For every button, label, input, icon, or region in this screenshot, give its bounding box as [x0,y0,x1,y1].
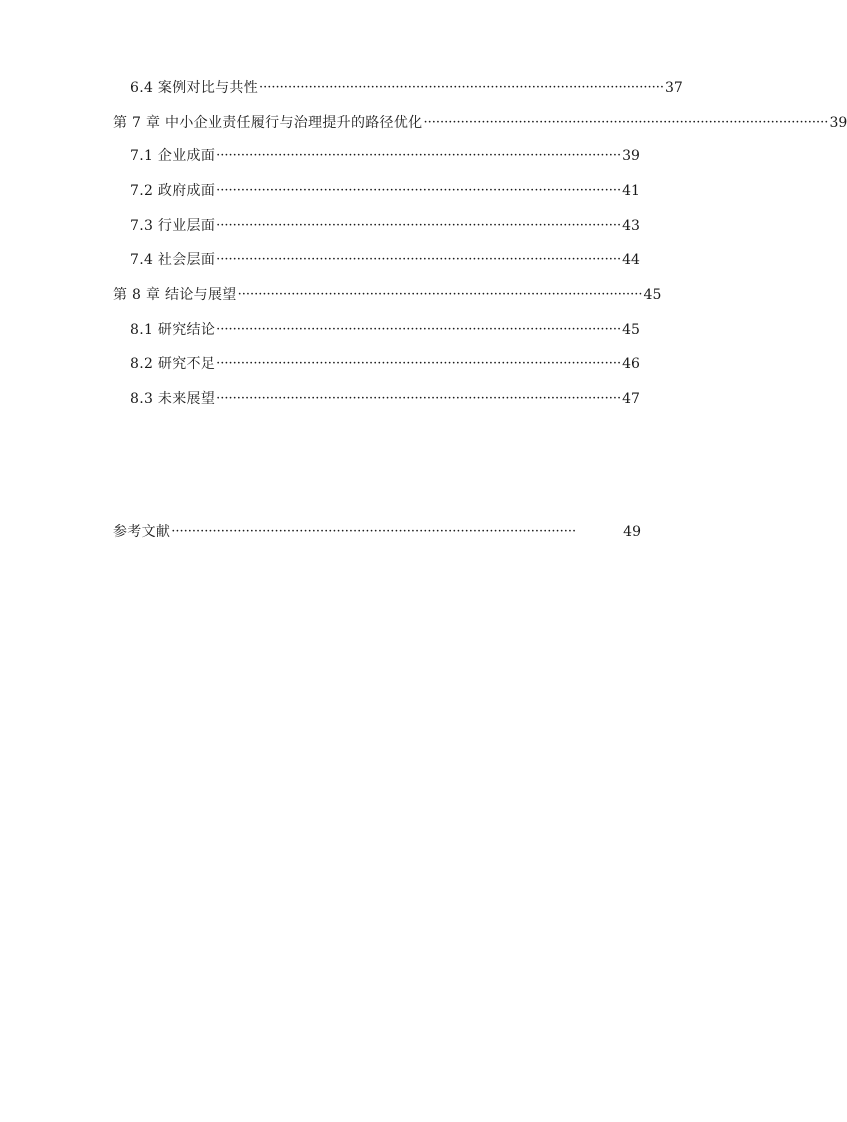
toc-entry-page-number: 45 [643,287,662,303]
dot-leader: ·································································································· [216,391,622,406]
dot-leader: ·································································································· [216,183,622,198]
dot-leader: ·································································································· [423,115,829,130]
dot-leader: ·································································································· [216,148,622,163]
toc-entry-page-number: 37 [664,80,683,96]
dot-leader: ·································································································· [171,524,577,539]
dot-leader: ·································································································· [237,287,643,302]
toc-entry-8-1[interactable] [130,320,640,340]
toc-entry-label: 7.4 社会层面 [130,252,216,268]
dot-leader: ·································································································· [216,356,622,371]
toc-entry-chapter-7[interactable] [113,113,847,133]
toc-entry-label: 8.2 研究不足 [130,356,216,372]
toc-entry-label: 7.3 行业层面 [130,218,216,234]
toc-entry-page-number: 45 [622,322,640,338]
toc-entry-page-number: 47 [622,391,640,407]
toc-entry-page-number: 46 [622,356,640,372]
toc-entry-chapter-8[interactable] [113,285,662,305]
toc-entry-label: 6.4 案例对比与共性 [130,80,259,96]
toc-entry-page-number: 39 [829,115,847,131]
toc-entry-page-number: 49 [623,524,641,540]
toc-entry-references[interactable] [113,522,641,542]
dot-leader: ·································································································· [216,322,622,337]
toc-entry-6-4[interactable] [130,78,683,98]
toc-entry-7-3[interactable] [130,216,640,236]
toc-entry-7-1[interactable] [130,146,640,166]
toc-entry-page-number: 41 [622,183,640,199]
toc-entry-page-number: 39 [622,148,640,164]
toc-entry-label: 8.1 研究结论 [130,322,216,338]
toc-entry-label: 参考文献 [113,524,171,540]
toc-entry-label: 第 7 章 中小企业责任履行与治理提升的路径优化 [113,115,423,131]
dot-leader: ·································································································· [216,218,622,233]
toc-entry-page-number: 43 [622,218,640,234]
toc-entry-label: 第 8 章 结论与展望 [113,287,237,303]
toc-entry-7-4[interactable] [130,250,640,270]
toc-entry-label: 7.2 政府成面 [130,183,216,199]
toc-entry-8-3[interactable] [130,389,640,409]
dot-leader: ·································································································· [216,252,622,267]
toc-entry-label: 8.3 未来展望 [130,391,216,407]
toc-entry-8-2[interactable] [130,354,640,374]
toc-entry-page-number: 44 [622,252,640,268]
toc-entry-7-2[interactable] [130,181,640,201]
toc-entry-label: 7.1 企业成面 [130,148,216,164]
dot-leader: ·································································································· [259,80,664,95]
